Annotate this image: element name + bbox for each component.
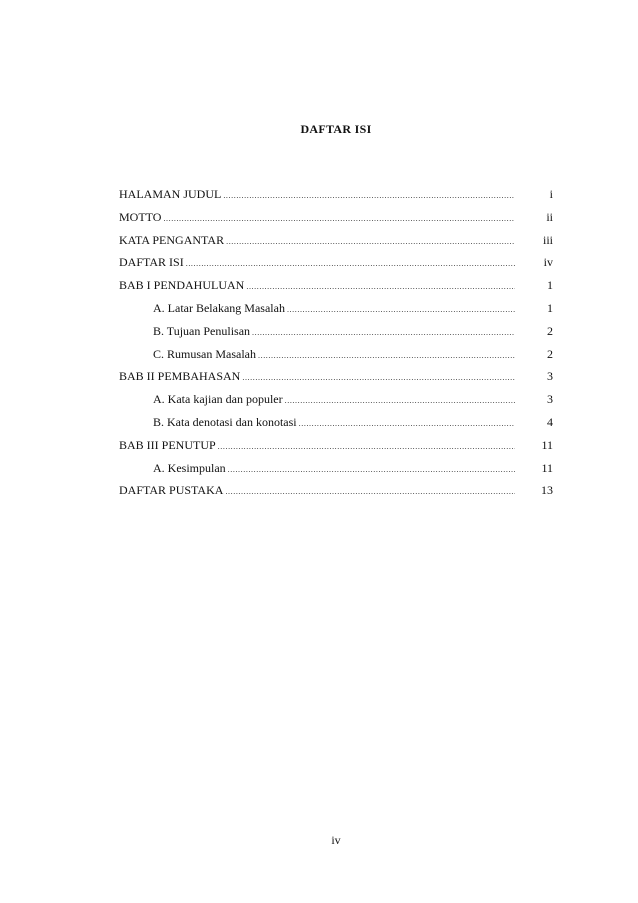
toc-page-number: 4 (547, 414, 553, 429)
toc-page-number: i (549, 187, 553, 201)
toc-dot-leader (252, 322, 515, 345)
toc-page-number: 13 (541, 483, 553, 498)
toc-page-number: 1 (547, 278, 553, 293)
page-title: DAFTAR ISI (300, 122, 372, 136)
toc-page-number: 2 (547, 346, 553, 361)
toc-subentry-kesimpulan (119, 457, 553, 480)
page-number: iv (331, 833, 341, 847)
toc-entry-label: KATA PENGANTAR (119, 232, 225, 247)
toc-page-number: 11 (541, 460, 553, 475)
toc-entry-label: MOTTO (119, 209, 162, 224)
toc-dot-leader (258, 345, 515, 368)
toc-subentry-tujuan-penulisan (119, 320, 553, 343)
toc-page-number: iii (542, 232, 553, 247)
toc-dot-leader (186, 253, 515, 276)
toc-page-number: 2 (547, 323, 553, 338)
toc-dot-leader (218, 436, 515, 459)
toc-entry-label: HALAMAN JUDUL (119, 187, 222, 201)
toc-dot-leader (299, 413, 515, 436)
toc-dot-leader (246, 276, 515, 299)
toc-subentry-latar-belakang (119, 297, 553, 320)
toc-dot-leader (226, 231, 515, 254)
toc-page-number: 1 (547, 300, 553, 315)
toc-entry-label: A. Kesimpulan (153, 460, 226, 475)
toc-entry-label: B. Tujuan Penulisan (153, 323, 251, 338)
toc-entry-label: C. Rumusan Masalah (153, 346, 256, 361)
toc-entry-bab-ii (119, 365, 553, 388)
toc-page-number: 11 (541, 437, 553, 452)
toc-entry-halaman-judul (119, 183, 553, 206)
toc-page-number: 3 (547, 392, 553, 407)
toc-subentry-rumusan-masalah (119, 343, 553, 366)
toc-entry-kata-pengantar (119, 229, 553, 252)
toc-entry-motto (119, 206, 553, 229)
toc-entry-bab-i (119, 274, 553, 297)
toc-page-number: 3 (547, 369, 553, 384)
toc-subentry-kata-kajian (119, 388, 553, 411)
toc-entry-label: DAFTAR ISI (119, 255, 184, 270)
toc-dot-leader (223, 185, 515, 208)
toc-entry-label: B. Kata denotasi dan konotasi (153, 414, 297, 429)
toc-dot-leader (225, 481, 515, 504)
toc-entry-label: A. Latar Belakang Masalah (153, 300, 285, 315)
toc-entry-daftar-pustaka (119, 479, 553, 502)
toc-entry-label: BAB II PEMBAHASAN (119, 369, 241, 384)
toc-entry-label: DAFTAR PUSTAKA (119, 483, 224, 498)
toc-subentry-kata-denotasi (119, 411, 553, 434)
toc-entry-label: A. Kata kajian dan populer (153, 392, 283, 407)
toc-entry-label: BAB I PENDAHULUAN (119, 278, 245, 293)
toc-dot-leader (285, 390, 515, 413)
table-of-contents (119, 183, 553, 502)
toc-entry-label: BAB III PENUTUP (119, 437, 216, 452)
toc-page-number: iv (543, 255, 553, 270)
toc-entry-bab-iii (119, 434, 553, 457)
toc-entry-daftar-isi (119, 251, 553, 274)
toc-dot-leader (163, 208, 515, 231)
toc-dot-leader (242, 367, 515, 390)
toc-dot-leader (287, 299, 515, 322)
toc-page-number: ii (546, 209, 553, 224)
toc-dot-leader (228, 459, 515, 482)
